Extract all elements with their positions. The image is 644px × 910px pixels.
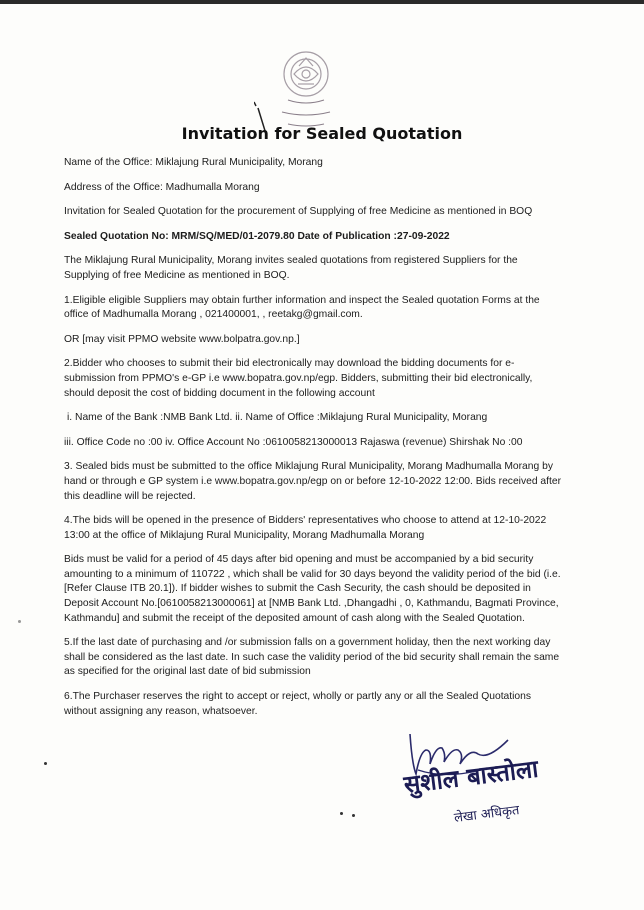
signatory-name: सुशील बास्तोला — [402, 754, 540, 799]
clause-6: 6.The Purchaser reserves the right to accept or reject, wholly or partly any or all the Sealed Quotations without assigning any reason, whatsoever. — [64, 691, 532, 717]
bank-details-line-2: iii. Office Code no :00 iv. Office Account No :0610058213000013 Rajaswa (revenue) Shirshak No :00 — [64, 436, 523, 448]
quotation-number-line: Sealed Quotation No: MRM/SQ/MED/01-2079.80 Date of Publication :27-09-2022 — [64, 230, 450, 242]
clause-3: 3. Sealed bids must be submitted to the office Miklajung Rural Municipality, Morang Madhumalla Morang by hand or through e GP system i.e www.bopatra.gov.np/egp on or before 12-10-2022 12:00. Bids received after this deadline will be rejected. — [64, 461, 562, 502]
clause-2: 2.Bidder who chooses to submit their bid electronically may download the bidding documents for e-submission from PPMO's e-GP i.e www.bopatra.gov.np/egp. Bidders, submitting their bid electronically, should deposit the cost of bidding document in the following account — [64, 358, 533, 399]
clause-1: 1.Eligible eligible Suppliers may obtain further information and inspect the Sealed quotation Forms at the office of Madhumalla Morang , 021400001, , reetakg@gmail.com. — [64, 294, 540, 321]
clause-5: 5.If the last date of purchasing and /or submission falls on a government holiday, then the next working day shall be considered as the last date. In such case the validity period of the bid security shall remain the same as specified for the original last date of bid submission — [64, 637, 560, 678]
ppmo-website-line: OR [may visit PPMO website www.bolpatra.gov.np.] — [64, 333, 300, 345]
intro-paragraph: The Miklajung Rural Municipality, Morang invites sealed quotations from registered Suppliers for the Supplying of free Medicine as mentioned in BOQ. — [64, 255, 518, 281]
bank-details-line-1: i. Name of the Bank :NMB Bank Ltd. ii. Name of Office :Miklajung Rural Municipality, Morang — [67, 412, 488, 424]
signatory-role: लेखा अधिकृत — [453, 803, 521, 826]
invitation-line: Invitation for Sealed Quotation for the procurement of Supplying of free Medicine as mentioned in BOQ — [64, 206, 533, 218]
scan-speck — [44, 762, 47, 765]
document-title: Invitation for Sealed Quotation — [181, 124, 463, 143]
clause-4: 4.The bids will be opened in the presence of Bidders' representatives who choose to attend at 12-10-2022 13:00 at the office of Miklajung Rural Municipality, Morang Madhumalla Morang — [64, 515, 547, 541]
scan-speck — [340, 812, 343, 815]
scan-speck — [18, 620, 21, 623]
scan-speck — [352, 814, 355, 817]
document-body — [64, 156, 564, 729]
scan-edge — [0, 0, 644, 4]
bid-validity-paragraph: Bids must be valid for a period of 45 days after bid opening and must be accompanied by a bid security amounting to a minimum of 110722 , which shall be valid for 30 days beyond the validity period of the bid (i.e. [Refer Clause ITB 20.1]). If bidder wishes to submit the Cash Security, the cash should be deposited in Deposit Account No.[0610058213000061] at [NMB Bank Ltd. ,Dhangadhi , 0, Kathmandu, Bagmati Province, Kathmandu] and submit the receipt of the deposited amount of cash along with the Sealed Quotation. — [64, 554, 561, 624]
office-address-line: Address of the Office: Madhumalla Morang — [64, 181, 260, 193]
office-name-line: Name of the Office: Miklajung Rural Municipality, Morang — [64, 157, 323, 168]
